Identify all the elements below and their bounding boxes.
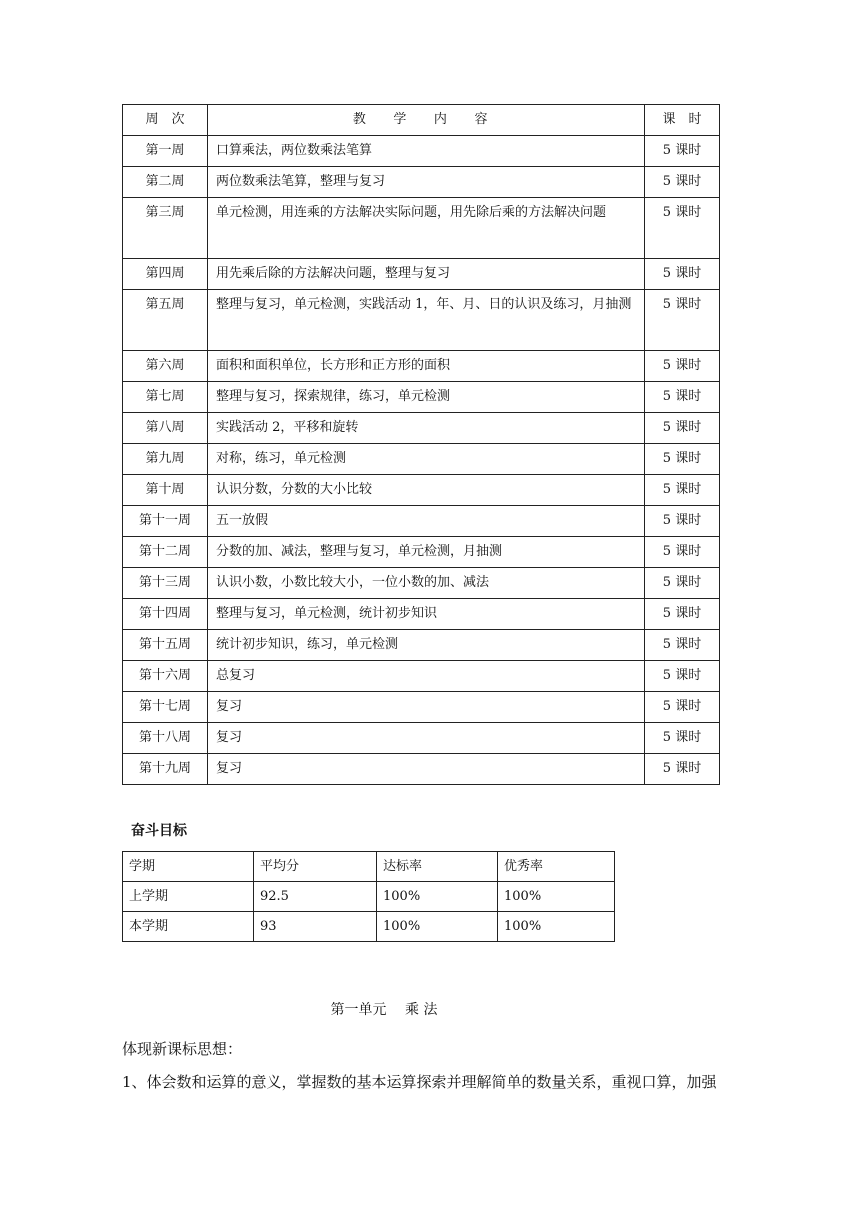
- table-row: 第十七周 复习 5 课时: [123, 692, 720, 723]
- table-row: 第十二周 分数的加、减法，整理与复习，单元检测，月抽测 5 课时: [123, 537, 720, 568]
- table-row: 第十九周 复习 5 课时: [123, 754, 720, 785]
- header-average: 平均分: [254, 852, 377, 882]
- goals-table: [122, 851, 615, 942]
- header-week: 周 次: [123, 105, 208, 136]
- table-row: 第十周 认识分数，分数的大小比较 5 课时: [123, 475, 720, 506]
- table-row: 本学期 93 100% 100%: [123, 912, 615, 942]
- table-row: 第二周 两位数乘法笔算，整理与复习 5 课时: [123, 167, 720, 198]
- table-row: 第七周 整理与复习，探索规律，练习，单元检测 5 课时: [123, 382, 720, 413]
- teaching-schedule-table: [122, 104, 720, 785]
- point-paragraph: 1、体会数和运算的意义，掌握数的基本运算探索并理解简单的数量关系，重视口算，加强: [122, 1073, 717, 1091]
- header-term: 学期: [123, 852, 254, 882]
- table-row: 第九周 对称，练习，单元检测 5 课时: [123, 444, 720, 475]
- table-row: 第三周 单元检测，用连乘的方法解决实际问题，用先除后乘的方法解决问题 5 课时: [123, 198, 720, 259]
- table-row: 第十四周 整理与复习，单元检测，统计初步知识 5 课时: [123, 599, 720, 630]
- table-row: 第八周 实践活动 2，平移和旋转 5 课时: [123, 413, 720, 444]
- table-row: 第六周 面积和面积单位，长方形和正方形的面积 5 课时: [123, 351, 720, 382]
- goals-header-row: [123, 852, 615, 882]
- table-row: 第五周 整理与复习，单元检测，实践活动 1，年、月、日的认识及练习，月抽测 5 课时: [123, 290, 720, 351]
- table-row: 第一周 口算乘法，两位数乘法笔算 5 课时: [123, 136, 720, 167]
- goals-heading: 奋斗目标: [131, 823, 187, 839]
- header-pass-rate: 达标率: [377, 852, 498, 882]
- header-excellent-rate: 优秀率: [498, 852, 615, 882]
- header-hours: 课 时: [645, 105, 720, 136]
- table-row: 第十三周 认识小数，小数比较大小，一位小数的加、减法 5 课时: [123, 568, 720, 599]
- intro-paragraph: 体现新课标思想：: [122, 1040, 243, 1058]
- table-row: 第四周 用先乘后除的方法解决问题，整理与复习 5 课时: [123, 259, 720, 290]
- table-row: 第十五周 统计初步知识，练习，单元检测 5 课时: [123, 630, 720, 661]
- table-row: 第十一周 五一放假 5 课时: [123, 506, 720, 537]
- table-row: 第十六周 总复习 5 课时: [123, 661, 720, 692]
- header-content: 教 学 内 容: [208, 105, 645, 136]
- unit-title: 第一单元 乘 法: [330, 1002, 438, 1018]
- table-row: 第十八周 复习 5 课时: [123, 723, 720, 754]
- schedule-header-row: [123, 105, 720, 136]
- table-row: 上学期 92.5 100% 100%: [123, 882, 615, 912]
